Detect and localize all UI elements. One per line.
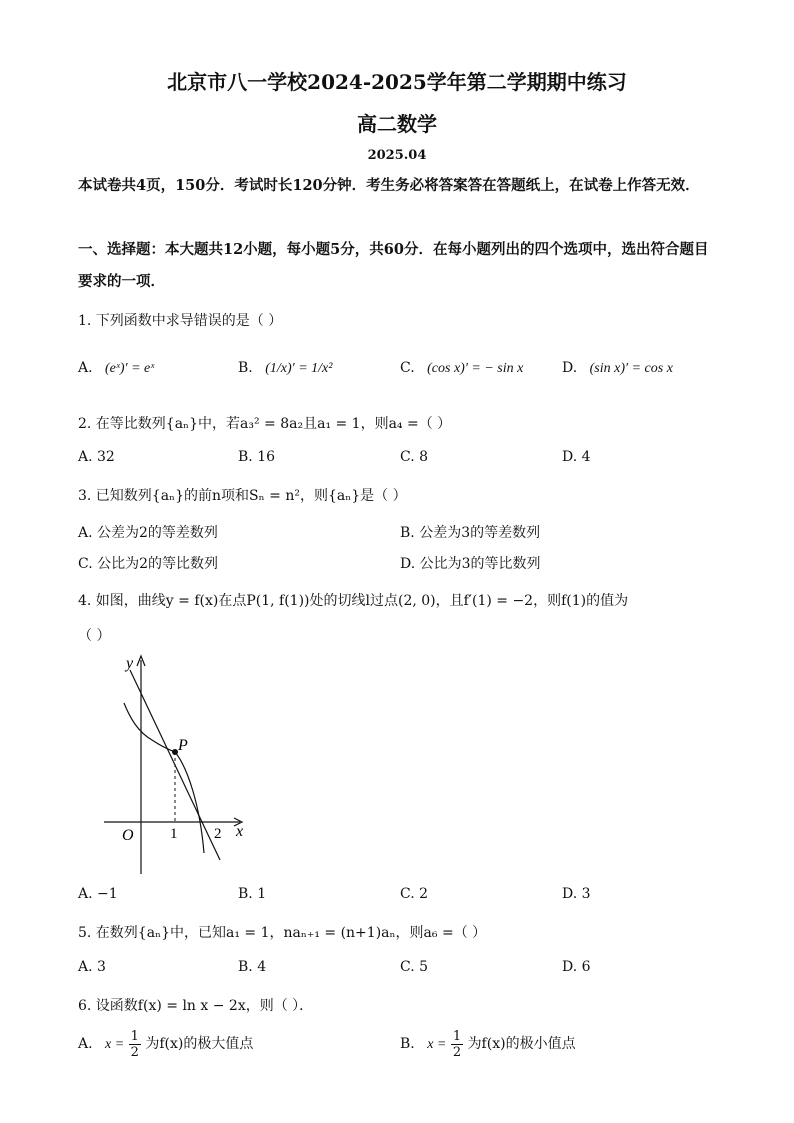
- question-1-option-a: [78, 360, 154, 377]
- question-4-option-d: D. 3: [562, 886, 591, 902]
- question-5-option-d: D. 6: [562, 959, 591, 975]
- option-a-letter: A.: [78, 1036, 93, 1052]
- question-6-option-a: [78, 1026, 253, 1063]
- point-p-label: P: [178, 737, 188, 754]
- fraction-denominator: 2: [130, 1044, 139, 1060]
- exam-title: 北京市八一学校2024-2025学年第二学期期中练习: [167, 70, 627, 94]
- question-3-option-c: C. 公比为2的等比数列: [78, 556, 219, 572]
- curve: [124, 703, 204, 853]
- question-4-paren: （ ）: [78, 628, 111, 644]
- tangent-line-figure: [100, 648, 260, 880]
- tick-label-2: 2: [214, 826, 222, 842]
- question-1-option-d: [562, 360, 673, 377]
- question-4-stem: 4. 如图，曲线y = f(x)在点P(1, f(1))处的切线l过点(2, 0)，且f′(1) = −2，则f(1)的值为: [78, 593, 629, 609]
- question-3-option-a: A. 公差为2的等差数列: [78, 525, 218, 541]
- question-3-option-d: D. 公比为3的等比数列: [400, 556, 541, 572]
- x-axis-label: x: [236, 823, 244, 840]
- option-d-letter: D.: [562, 360, 578, 376]
- exam-date: 2025.04: [367, 148, 427, 163]
- fraction-half: [451, 1029, 463, 1060]
- x-equals: x =: [105, 1037, 125, 1052]
- question-4-option-a: A. −1: [78, 886, 118, 902]
- option-b-text: 为f(x)的极小值点: [467, 1036, 576, 1052]
- exam-subject: 高二数学: [357, 112, 437, 136]
- question-1-option-c: [400, 360, 523, 377]
- x-equals: x =: [427, 1037, 447, 1052]
- question-5-option-c: C. 5: [400, 959, 429, 975]
- fraction-numerator: 1: [130, 1028, 139, 1044]
- y-axis-label: y: [126, 655, 134, 672]
- question-2-option-c: C. 8: [400, 449, 429, 465]
- question-2-option-a: A. 32: [78, 449, 115, 465]
- option-c-expr: (cos x)′ = − sin x: [427, 361, 524, 376]
- option-b-letter: B.: [238, 360, 253, 376]
- question-4-option-c: C. 2: [400, 886, 429, 902]
- question-6-stem: 6. 设函数f(x) = ln x − 2x，则（ ）．: [78, 998, 314, 1014]
- option-a-expr: (eˣ)′ = eˣ: [105, 361, 155, 376]
- instructions-text: 本试卷共4页，150分．考试时长120分钟．考生务必将答案答在答题纸上，在试卷上作答无效．: [78, 177, 700, 194]
- section-heading: 一、选择题：本大题共12小题，每小题5分，共60分．在每小题列出的四个选项中，选出符合题目要求的一项．: [78, 241, 709, 290]
- option-b-expr: (1/x)′ = 1/x²: [265, 361, 333, 376]
- question-1-stem: 1. 下列函数中求导错误的是（ ）: [78, 313, 283, 329]
- tick-label-1: 1: [170, 826, 178, 842]
- question-1-option-b: [238, 360, 332, 377]
- option-a-letter: A.: [78, 360, 93, 376]
- question-5-stem: 5. 在数列{aₙ}中，已知a₁ = 1，naₙ₊₁ = (n+1)aₙ，则a₆ =（ ）: [78, 925, 487, 941]
- fraction-denominator: 2: [452, 1044, 462, 1060]
- question-2-option-b: B. 16: [238, 449, 276, 465]
- question-4-option-b: B. 1: [238, 886, 267, 902]
- question-2-option-d: D. 4: [562, 449, 591, 465]
- question-2-stem: 2. 在等比数列{aₙ}中，若a₃² = 8a₂且a₁ = 1，则a₄ =（ ）: [78, 416, 452, 432]
- fraction-numerator: 1: [452, 1028, 462, 1044]
- option-b-letter: B.: [400, 1036, 415, 1052]
- question-3-option-b: B. 公差为3的等差数列: [400, 525, 541, 541]
- question-3-stem: 3. 已知数列{aₙ}的前n项和Sₙ = n²，则{aₙ}是（ ）: [78, 488, 407, 504]
- option-c-letter: C.: [400, 360, 415, 376]
- question-5-option-a: A. 3: [78, 959, 106, 975]
- question-5-option-b: B. 4: [238, 959, 267, 975]
- option-a-text: 为f(x)的极大值点: [145, 1036, 254, 1052]
- fraction-half: [129, 1029, 141, 1060]
- option-d-expr: (sin x)′ = cos x: [589, 361, 673, 376]
- origin-label: O: [122, 827, 134, 844]
- question-6-option-b: [400, 1026, 576, 1063]
